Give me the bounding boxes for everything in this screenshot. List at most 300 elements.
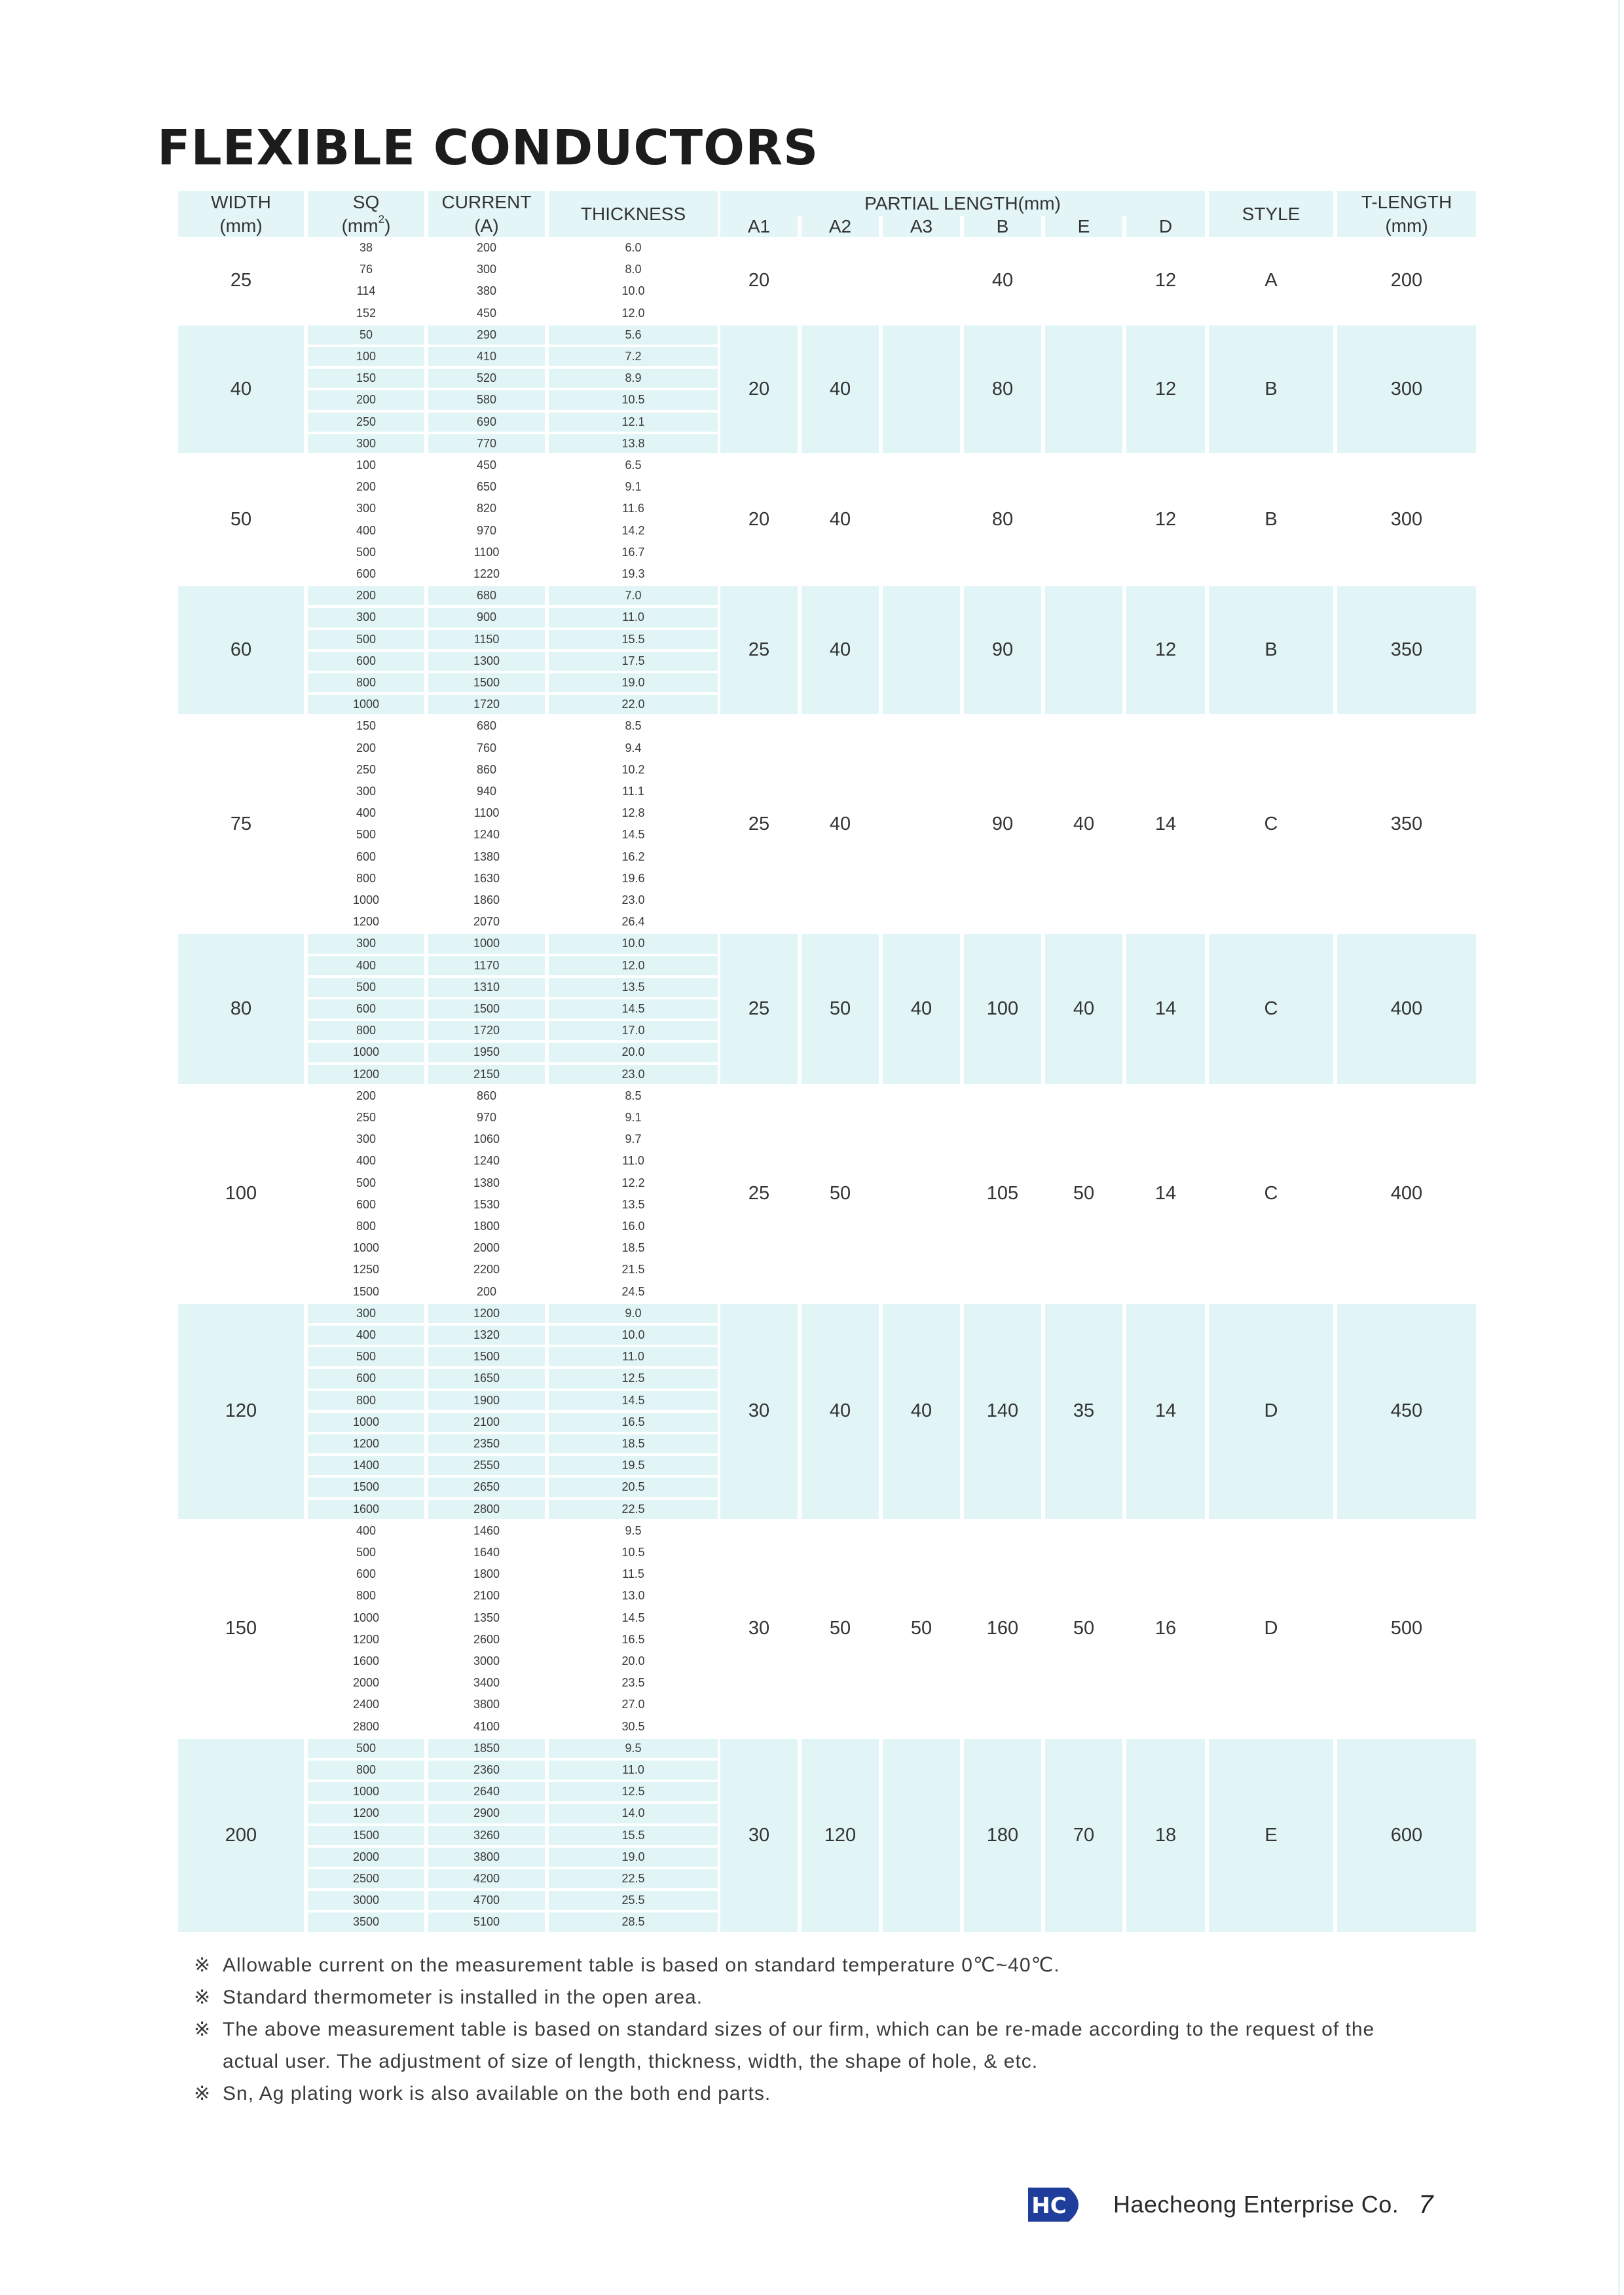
thickness-value: 8.5 (625, 1089, 642, 1102)
thickness-value: 16.5 (621, 1632, 645, 1646)
sq-value: 400 (356, 1154, 377, 1168)
thickness-value: 22.5 (621, 1502, 645, 1516)
footer (1023, 2185, 1433, 2224)
thickness-value: 19.0 (621, 1850, 645, 1863)
tlength-value: 350 (1390, 813, 1423, 834)
a3-value: 50 (910, 1618, 932, 1639)
current-value: 2100 (473, 1589, 500, 1603)
e-value: 50 (1073, 1618, 1095, 1639)
current-value: 1460 (473, 1523, 500, 1537)
header-sq-unit (342, 214, 391, 238)
note-text: Standard thermometer is installed in the open area. (223, 1987, 703, 2008)
current-value: 1060 (473, 1132, 500, 1146)
header-tlength (1337, 191, 1476, 237)
note-item (194, 2013, 1490, 2045)
current-value: 650 (476, 480, 497, 494)
style-value: B (1264, 378, 1278, 400)
notes (194, 1949, 1490, 2110)
a3-value: 40 (910, 1400, 932, 1422)
thickness-value: 11.1 (622, 785, 644, 798)
current-value: 520 (476, 371, 497, 385)
d-value: 14 (1154, 998, 1177, 1020)
sq-value: 1000 (352, 1045, 380, 1059)
sq-value: 114 (356, 284, 376, 298)
current-value: 1530 (473, 1197, 500, 1211)
thickness-value: 15.5 (621, 1828, 645, 1842)
sq-value: 1400 (352, 1459, 380, 1472)
current-value: 580 (476, 393, 497, 407)
current-value: 970 (476, 523, 497, 537)
header-d-label: D (1158, 215, 1173, 236)
width-value: 75 (230, 813, 252, 834)
width-value: 100 (225, 1183, 257, 1204)
current-value: 3260 (473, 1828, 500, 1842)
current-value: 2640 (473, 1785, 500, 1799)
thickness-value: 11.0 (622, 1763, 644, 1777)
header-current-unit: (A) (474, 215, 499, 236)
sq-value: 1600 (352, 1502, 380, 1516)
thickness-value: 13.0 (621, 1589, 645, 1603)
sq-value: 2500 (352, 1872, 380, 1886)
sq-value: 500 (356, 1350, 377, 1364)
thickness-value: 11.0 (622, 610, 644, 624)
header-thickness-label: THICKNESS (580, 203, 686, 224)
sq-value: 1000 (352, 1415, 380, 1428)
sq-value: 500 (356, 828, 377, 842)
thickness-value: 17.0 (621, 1024, 645, 1037)
a3-value (883, 455, 960, 585)
header-col-d (1126, 216, 1205, 237)
header-e-label: E (1077, 215, 1090, 236)
thickness-value: 12.0 (621, 306, 645, 320)
logo-text: HC (1031, 2193, 1067, 2219)
header-current-label: CURRENT (441, 191, 532, 212)
tlength-value: 300 (1390, 509, 1423, 531)
style-value: E (1264, 1824, 1278, 1846)
current-value: 3400 (473, 1676, 500, 1690)
header-tlength-unit: (mm) (1385, 215, 1428, 236)
note-item (194, 1981, 1490, 2013)
header-width-unit: (mm) (219, 215, 263, 236)
sq-value: 300 (356, 436, 377, 450)
current-value: 1850 (473, 1741, 500, 1755)
b-value: 180 (986, 1824, 1019, 1846)
sq-value: 500 (356, 980, 377, 994)
current-value: 1800 (473, 1220, 500, 1233)
sq-value: 1250 (352, 1263, 380, 1277)
sq-value: 500 (356, 1176, 377, 1189)
thickness-value: 23.0 (621, 1067, 645, 1081)
width-value: 150 (225, 1618, 257, 1639)
thickness-value: 27.0 (621, 1698, 645, 1711)
thickness-value: 22.0 (621, 698, 645, 711)
header-thickness (549, 191, 718, 237)
current-value: 2350 (473, 1437, 500, 1451)
current-value: 770 (476, 436, 497, 450)
tlength-value: 400 (1390, 1183, 1423, 1204)
header-sq-label: SQ (352, 191, 380, 212)
thickness-value: 22.5 (621, 1872, 645, 1886)
current-value: 1000 (473, 937, 500, 950)
header-sq-unit-sup: 2 (378, 212, 385, 225)
thickness-value: 18.5 (621, 1437, 645, 1451)
sq-value: 1000 (352, 1241, 380, 1255)
thickness-value: 16.2 (621, 849, 645, 863)
sq-value: 2000 (352, 1676, 380, 1690)
sq-value: 100 (356, 458, 377, 472)
sq-value: 1000 (352, 698, 380, 711)
thickness-value: 6.5 (625, 458, 642, 472)
sq-value: 250 (356, 1111, 377, 1125)
b-value: 90 (991, 639, 1014, 661)
current-value: 1220 (473, 567, 500, 581)
current-value: 1310 (473, 980, 500, 994)
thickness-value: 10.0 (621, 1328, 645, 1342)
note-item (194, 2078, 1490, 2110)
current-value: 200 (476, 1284, 497, 1298)
header-sq-unit-open: (mm (341, 215, 378, 236)
sq-value: 1200 (352, 1067, 380, 1081)
header-col-a2 (802, 216, 879, 237)
thickness-value: 19.3 (621, 567, 645, 581)
thickness-value: 12.2 (621, 1176, 645, 1189)
d-value: 14 (1154, 813, 1177, 834)
a3-value (883, 324, 960, 455)
width-value: 120 (225, 1400, 257, 1422)
a2-value: 50 (829, 1618, 851, 1639)
note-item (194, 2045, 1490, 2078)
current-value: 1240 (473, 1154, 500, 1168)
current-value: 3000 (473, 1654, 500, 1668)
thickness-value: 23.5 (621, 1676, 645, 1690)
d-value: 14 (1154, 1183, 1177, 1204)
current-value: 1630 (473, 871, 500, 885)
thickness-value: 13.5 (621, 980, 645, 994)
d-value: 12 (1154, 378, 1177, 400)
a1-value: 25 (748, 813, 770, 834)
d-value: 12 (1154, 509, 1177, 531)
thickness-value: 13.8 (621, 436, 645, 450)
thickness-value: 26.4 (621, 915, 645, 929)
sq-value: 1600 (352, 1654, 380, 1668)
sq-value: 800 (356, 1393, 377, 1407)
current-value: 1380 (473, 1176, 500, 1189)
thickness-value: 28.5 (621, 1915, 645, 1929)
current-value: 450 (476, 458, 497, 472)
note-mark: ※ (194, 2083, 212, 2104)
sq-value: 400 (356, 523, 377, 537)
current-value: 860 (476, 1089, 497, 1102)
current-value: 1150 (473, 632, 500, 646)
thickness-value: 12.1 (621, 415, 645, 428)
current-value: 1380 (473, 849, 500, 863)
current-value: 4200 (473, 1872, 500, 1886)
tlength-value: 350 (1390, 639, 1423, 661)
current-value: 1100 (473, 806, 500, 820)
b-value: 140 (986, 1400, 1019, 1422)
sq-value: 1500 (352, 1828, 380, 1842)
sq-value: 500 (356, 1741, 377, 1755)
header-a2-label: A2 (828, 215, 852, 236)
current-value: 2600 (473, 1632, 500, 1646)
sq-value: 150 (356, 371, 377, 385)
width-value: 50 (230, 509, 252, 531)
thickness-value: 9.1 (625, 1111, 642, 1125)
thickness-value: 19.6 (621, 871, 645, 885)
sq-value: 2800 (352, 1719, 380, 1733)
sq-value: 300 (356, 1132, 377, 1146)
a1-value: 30 (748, 1824, 770, 1846)
thickness-value: 11.0 (622, 1154, 644, 1168)
thickness-value: 15.5 (621, 632, 645, 646)
current-value: 200 (476, 241, 497, 255)
header-current (428, 191, 545, 237)
page-number: 7 (1418, 2190, 1433, 2219)
a2-value: 50 (829, 1183, 851, 1204)
sq-value: 400 (356, 1523, 377, 1537)
header-sq (308, 191, 424, 237)
a1-value: 20 (748, 509, 770, 531)
current-value: 2070 (473, 915, 500, 929)
sq-value: 2000 (352, 1850, 380, 1863)
b-value: 40 (991, 269, 1014, 291)
thickness-value: 25.5 (621, 1894, 645, 1907)
current-value: 380 (476, 284, 497, 298)
sq-value: 800 (356, 1589, 377, 1603)
thickness-value: 8.0 (625, 263, 642, 276)
current-value: 970 (476, 1111, 497, 1125)
sq-value: 600 (356, 849, 377, 863)
style-value: D (1264, 1400, 1278, 1422)
thickness-value: 6.0 (625, 241, 642, 255)
header-a3-label: A3 (910, 215, 933, 236)
current-value: 860 (476, 762, 497, 776)
sq-value: 76 (359, 263, 373, 276)
thickness-value: 12.8 (621, 806, 645, 820)
a2-value (802, 237, 879, 324)
header-col-b (964, 216, 1041, 237)
e-value: 35 (1073, 1400, 1095, 1422)
tlength-value: 400 (1390, 998, 1423, 1020)
current-value: 1720 (473, 698, 500, 711)
thickness-value: 19.5 (621, 1459, 645, 1472)
b-value: 100 (986, 998, 1019, 1020)
current-value: 680 (476, 719, 497, 733)
style-value: B (1264, 509, 1278, 531)
note-mark: ※ (194, 1954, 212, 1976)
current-value: 1200 (473, 1306, 500, 1320)
current-value: 1650 (473, 1371, 500, 1385)
current-value: 900 (476, 610, 497, 624)
sq-value: 200 (356, 393, 377, 407)
sq-value: 600 (356, 567, 377, 581)
sq-value: 50 (359, 327, 373, 341)
thickness-value: 10.2 (621, 762, 645, 776)
thickness-value: 20.5 (621, 1480, 645, 1494)
thickness-value: 11.6 (622, 502, 644, 515)
width-value: 40 (230, 378, 252, 400)
style-value: C (1264, 813, 1278, 834)
sq-value: 250 (356, 415, 377, 428)
header-width (178, 191, 304, 237)
current-value: 290 (476, 327, 497, 341)
current-value: 2100 (473, 1415, 500, 1428)
d-value: 12 (1154, 639, 1177, 661)
note-mark: ※ (194, 1987, 212, 2008)
page-title: FLEXIBLE CONDUCTORS (157, 120, 819, 176)
sq-value: 1200 (352, 1632, 380, 1646)
thickness-value: 7.2 (625, 350, 642, 364)
b-value: 80 (991, 378, 1014, 400)
current-value: 1320 (473, 1328, 500, 1342)
a2-value: 50 (829, 998, 851, 1020)
current-value: 1900 (473, 1393, 500, 1407)
thickness-value: 10.0 (621, 284, 645, 298)
sq-value: 1200 (352, 1437, 380, 1451)
current-value: 4100 (473, 1719, 500, 1733)
thickness-value: 14.2 (621, 523, 645, 537)
sq-value: 400 (356, 806, 377, 820)
current-value: 2550 (473, 1459, 500, 1472)
current-value: 410 (476, 350, 497, 364)
a1-value: 30 (748, 1618, 770, 1639)
current-value: 1720 (473, 1024, 500, 1037)
thickness-value: 16.5 (621, 1415, 645, 1428)
sq-value: 500 (356, 632, 377, 646)
note-text: Sn, Ag plating work is also available on the both end parts. (223, 2083, 771, 2104)
e-value: 40 (1073, 998, 1095, 1020)
current-value: 2360 (473, 1763, 500, 1777)
a1-value: 25 (748, 639, 770, 661)
thickness-value: 19.0 (621, 676, 645, 690)
current-value: 2200 (473, 1263, 500, 1277)
note-mark: ※ (194, 2019, 212, 2040)
thickness-value: 21.5 (621, 1263, 645, 1277)
current-value: 2650 (473, 1480, 500, 1494)
sq-value: 1200 (352, 915, 380, 929)
current-value: 1500 (473, 1350, 500, 1364)
thickness-value: 7.0 (625, 589, 642, 603)
sq-value: 400 (356, 958, 377, 972)
thickness-value: 9.0 (625, 1306, 642, 1320)
current-value: 1100 (473, 545, 500, 559)
tlength-value: 300 (1390, 378, 1423, 400)
header-a1-label: A1 (747, 215, 771, 236)
d-value: 14 (1154, 1400, 1177, 1422)
current-value: 680 (476, 589, 497, 603)
thickness-value: 16.7 (621, 545, 645, 559)
current-value: 5100 (473, 1915, 500, 1929)
header-b-label: B (996, 215, 1009, 236)
current-value: 1300 (473, 654, 500, 667)
sq-value: 2400 (352, 1698, 380, 1711)
d-value: 18 (1154, 1824, 1177, 1846)
sq-value: 1000 (352, 1785, 380, 1799)
sq-value: 800 (356, 1024, 377, 1037)
e-value (1045, 455, 1122, 585)
a2-value: 40 (829, 509, 851, 531)
current-value: 2000 (473, 1241, 500, 1255)
current-value: 1800 (473, 1567, 500, 1581)
thickness-value: 10.5 (621, 393, 645, 407)
style-value: C (1264, 1183, 1278, 1204)
header-style-label: STYLE (1242, 203, 1301, 224)
thickness-value: 9.4 (625, 741, 642, 755)
width-value: 80 (230, 998, 252, 1020)
sq-value: 600 (356, 1371, 377, 1385)
sq-value: 500 (356, 1546, 377, 1559)
d-value: 16 (1154, 1618, 1177, 1639)
a3-value (883, 1738, 960, 1933)
header-col-a1 (720, 216, 798, 237)
note-text: The above measurement table is based on standard sizes of our firm, which can be re-made according to the request of the (223, 2019, 1375, 2040)
sq-value: 200 (356, 589, 377, 603)
e-value: 70 (1073, 1824, 1095, 1846)
sq-value: 3500 (352, 1915, 380, 1929)
width-value: 200 (225, 1824, 257, 1846)
thickness-value: 10.0 (621, 937, 645, 950)
sq-value: 1200 (352, 1806, 380, 1820)
e-value (1045, 237, 1122, 324)
header-partial-label: PARTIAL LENGTH(mm) (864, 193, 1061, 214)
thickness-value: 12.5 (621, 1371, 645, 1385)
note-text: actual user. The adjustment of size of length, thickness, width, the shape of hole, & etc. (223, 2051, 1039, 2072)
company-name: Haecheong Enterprise Co. (1113, 2191, 1399, 2218)
a3-value (883, 237, 960, 324)
thickness-value: 18.5 (621, 1241, 645, 1255)
sq-value: 800 (356, 1763, 377, 1777)
tlength-value: 500 (1390, 1618, 1423, 1639)
style-value: C (1264, 998, 1278, 1020)
thickness-value: 11.5 (622, 1567, 644, 1581)
sq-value: 250 (356, 762, 377, 776)
sq-value: 500 (356, 545, 377, 559)
sq-value: 600 (356, 1567, 377, 1581)
thickness-value: 9.7 (625, 1132, 642, 1146)
current-value: 1950 (473, 1045, 500, 1059)
b-value: 80 (991, 509, 1014, 531)
thickness-value: 9.1 (625, 480, 642, 494)
sq-value: 1000 (352, 893, 380, 907)
thickness-value: 5.6 (625, 327, 642, 341)
sq-value: 300 (356, 1306, 377, 1320)
sq-value: 200 (356, 741, 377, 755)
current-value: 690 (476, 415, 497, 428)
sq-value: 800 (356, 1220, 377, 1233)
tlength-value: 600 (1390, 1824, 1423, 1846)
a1-value: 20 (748, 269, 770, 291)
current-value: 1860 (473, 893, 500, 907)
sq-value: 800 (356, 676, 377, 690)
thickness-value: 9.5 (625, 1523, 642, 1537)
current-value: 1500 (473, 1002, 500, 1016)
header-partial-length (720, 191, 1205, 216)
thickness-value: 10.5 (621, 1546, 645, 1559)
thickness-value: 9.5 (625, 1741, 642, 1755)
sq-value: 3000 (352, 1894, 380, 1907)
tlength-value: 200 (1390, 269, 1423, 291)
header-col-a3 (883, 216, 960, 237)
page-edge-line (1618, 0, 1620, 2295)
sq-value: 600 (356, 1197, 377, 1211)
a3-value: 40 (910, 998, 932, 1020)
e-value (1045, 324, 1122, 455)
thickness-value: 8.9 (625, 371, 642, 385)
a1-value: 25 (748, 998, 770, 1020)
a1-value: 20 (748, 378, 770, 400)
b-value: 105 (986, 1183, 1019, 1204)
sq-value: 150 (356, 719, 377, 733)
